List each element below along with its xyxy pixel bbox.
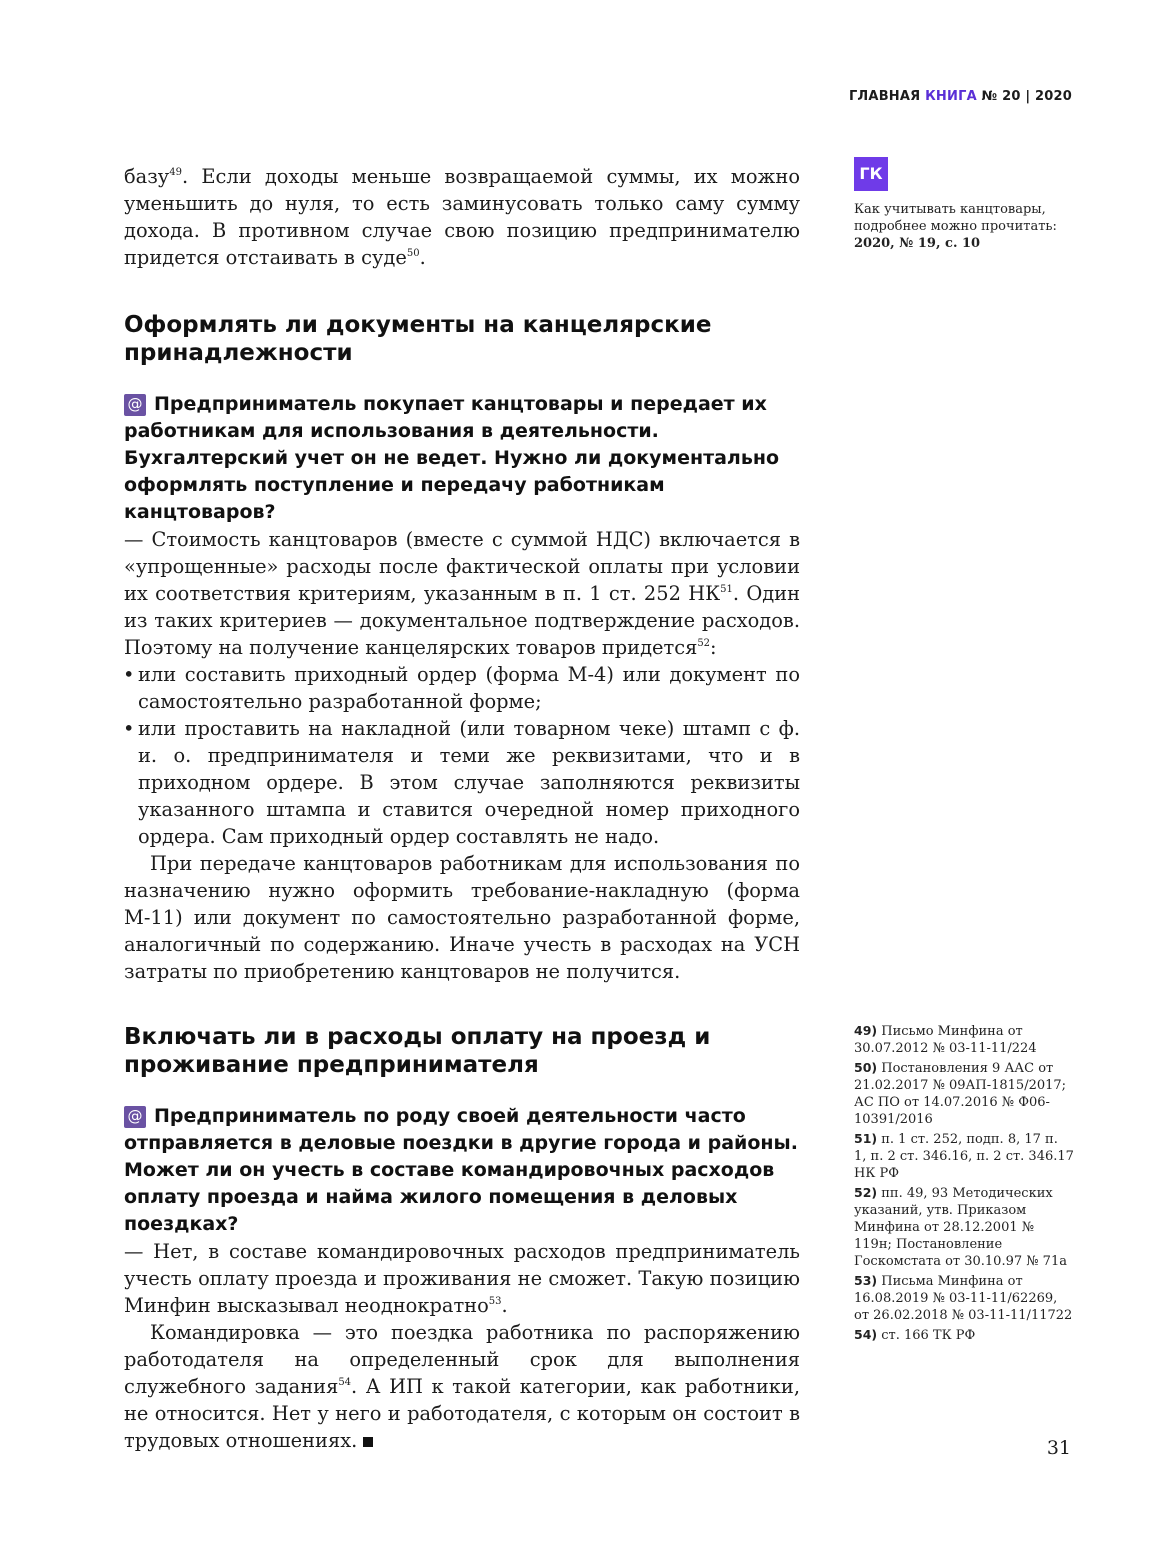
footnote-ref[interactable]: 51: [720, 584, 733, 595]
footnote-ref[interactable]: 50: [406, 248, 420, 259]
footnote-item: 50) Постановления 9 ААС от 21.02.2017 № 09АП-1815/2017; АС ПО от 14.07.2016 № Ф06-10391/2016: [854, 1060, 1067, 1127]
footnote-item: 53) Письма Минфина от 16.08.2019 № 03-11-11/62269, от 26.02.2018 № 03-11-11/11722: [854, 1273, 1073, 1323]
question-stationery: @ Предприниматель покупает канцтовары и передает их работникам для использования в деятельности. Бухгалтерский учет он не ведет. Нужно ли документально оформлять поступление и передачу работникам канцтоваров?: [124, 393, 780, 523]
tip-reference[interactable]: 2020, № 19, с. 10: [854, 236, 981, 251]
running-header: [849, 89, 1072, 104]
gk-logo-icon: ГК: [854, 157, 888, 191]
paragraph-transfer: При передаче канцтоваров работникам для использования по назначению нужно оформить требование-накладную (форма М-11) или документ по самостоятельно разработанной форме, аналогичный по содержанию. Иначе учесть в расходах на УСН затраты по приобретению канцтоваров не получится.: [124, 852, 800, 983]
options-list: [124, 661, 800, 850]
footnote-item: 51) п. 1 ст. 252, подп. 8, 17 п. 1, п. 2 ст. 346.16, п. 2 ст. 346.17 НК РФ: [854, 1131, 1074, 1181]
section-title-stationery: Оформлять ли документы на канцелярские принадлежности: [124, 312, 712, 366]
footnote-item: 49) Письмо Минфина от 30.07.2012 № 03-11-11/224: [854, 1023, 1037, 1056]
end-mark-icon: [363, 1437, 373, 1447]
at-icon: @: [124, 394, 146, 416]
main-column: [124, 163, 800, 1454]
question-travel: @ Предприниматель по роду своей деятельности часто отправляется в деловые поездки в другие города и районы. Может ли он учесть в составе командировочных расходов оплату проезда и найма жилого помещения в деловых поездках?: [124, 1105, 798, 1235]
footnote-ref[interactable]: 54: [338, 1377, 352, 1388]
brand-magazine: КНИГА: [925, 89, 977, 104]
section-title-travel: Включать ли в расходы оплату на проезд и проживание предпринимателя: [124, 1024, 711, 1078]
answer-travel: — Нет, в составе командировочных расходов предприниматель учесть оплату проезда и проживания не сможет. Такую позицию Минфин высказывал неоднократно$^{53}$.: [124, 1240, 800, 1317]
footnote-ref[interactable]: 52: [697, 638, 711, 649]
footnote-ref[interactable]: 49: [169, 167, 182, 178]
tip-text: Как учитывать канцтовары, подробнее можно прочитать: 2020, № 19, с. 10: [854, 202, 1057, 251]
sidebar-tip: [854, 157, 1068, 252]
intro-paragraph: базу$^{49}$. Если доходы меньше возвращаемой суммы, их можно уменьшить до нуля, то есть заминусовать только саму сумму дохода. В противном случае свою позицию предпринимателю придется отстаивать в суде$^{50}$.: [124, 165, 800, 269]
list-item: • или проставить на накладной (или товарном чеке) штамп с ф. и. о. предпринимателя и теми же реквизитами, что и в приходном ордере. В этом случае заполняются реквизиты указанного штампа и ставится очередной номер приходного ордера. Сам приходный ордер составлять не надо.: [124, 715, 800, 850]
at-icon: @: [124, 1106, 146, 1128]
footnote-item: 54) ст. 166 ТК РФ: [854, 1327, 976, 1343]
footnote-ref[interactable]: 53: [488, 1296, 502, 1307]
brand-left: ГЛАВНАЯ: [848, 89, 926, 104]
answer-stationery: — Стоимость канцтоваров (вместе с суммой НДС) включается в «упрощенные» расходы после фактической оплаты при условии их соответствия критериям, указанным в п. 1 ст. 252 НК$^{51}$. Один из таких критериев — документальное подтверждение расходов. Поэтому на получение канцелярских товаров придется$^{52}$:: [124, 528, 800, 659]
paragraph-business-trip: Командировка — это поездка работника по распоряжению работодателя на определенный срок для выполнения служебного задания$^{54}$. А ИП к такой категории, как работники, не относится. Нет у него и работодателя, с которым он состоит в трудовых отношениях.: [124, 1321, 800, 1452]
list-item: • или составить приходный ордер (форма М-4) или документ по самостоятельно разработанной форме;: [124, 661, 800, 715]
footnotes: [854, 1022, 1074, 1346]
footnote-item: 52) пп. 49, 93 Методических указаний, утв. Приказом Минфина от 28.12.2001 № 119н; Постановление Госкомстата от 30.10.97 № 71а: [854, 1185, 1067, 1269]
issue-number: № 20 | 2020: [976, 89, 1072, 104]
page-number: 31: [1046, 1437, 1071, 1459]
